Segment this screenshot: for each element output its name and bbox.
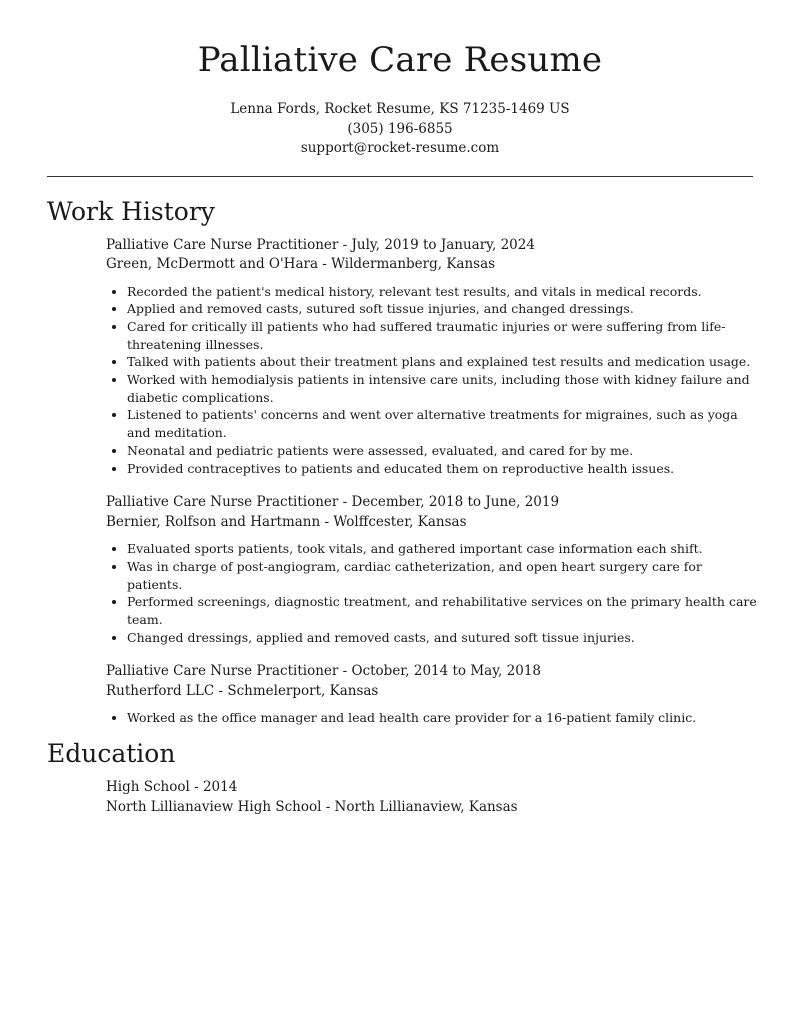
job-bullets — [106, 283, 760, 478]
contact-email: support@rocket-resume.com — [300, 140, 500, 156]
header-divider — [47, 176, 753, 177]
education-heading: Education — [47, 739, 176, 769]
job-entry — [0, 662, 800, 727]
job-bullet: • Cared for critically ill patients who had suffered traumatic injuries or were suffering from life-threatening illnesses. — [127, 318, 760, 353]
education-entry — [0, 778, 800, 817]
education-school-line: North Lillianaview High School - North Lillianaview, Kansas — [106, 798, 518, 815]
contact-address: Lenna Fords, Rocket Resume, KS 71235-1469 US — [230, 101, 570, 117]
job-bullet: • Performed screenings, diagnostic treatment, and rehabilitative services on the primary health care team. — [127, 593, 760, 628]
education-degree-line: High School - 2014 — [106, 779, 238, 796]
job-bullet: • Worked with hemodialysis patients in intensive care units, including those with kidney failure and diabetic complications. — [127, 371, 760, 406]
job-bullet: • Neonatal and pediatric patients were assessed, evaluated, and cared for by me. — [127, 442, 760, 460]
job-entry — [0, 236, 800, 478]
work-history-list — [0, 236, 800, 728]
job-bullet: • Was in charge of post-angiogram, cardiac catheterization, and open heart surgery care for patients. — [127, 558, 760, 593]
job-bullet: • Recorded the patient's medical history, relevant test results, and vitals in medical records. — [127, 283, 760, 301]
contact-phone: (305) 196-6855 — [347, 120, 453, 137]
job-bullet: • Evaluated sports patients, took vitals, and gathered important case information each shift. — [127, 540, 760, 558]
job-title-line: Palliative Care Nurse Practitioner - July, 2019 to January, 2024 — [106, 236, 535, 253]
page-title: Palliative Care Resume — [197, 40, 603, 80]
job-bullet: • Talked with patients about their treatment plans and explained test results and medication usage. — [127, 353, 760, 371]
job-bullet: • Applied and removed casts, sutured soft tissue injuries, and changed dressings. — [127, 300, 760, 318]
job-title-line: Palliative Care Nurse Practitioner - December, 2018 to June, 2019 — [106, 494, 560, 511]
job-bullets — [106, 709, 760, 727]
job-bullets — [106, 540, 760, 646]
work-history-heading: Work History — [47, 196, 215, 226]
job-bullet: • Worked as the office manager and lead health care provider for a 16-patient family clinic. — [127, 709, 760, 727]
job-company-line: Bernier, Rolfson and Hartmann - Wolffcester, Kansas — [106, 513, 467, 530]
job-company-line: Rutherford LLC - Schmelerport, Kansas — [106, 682, 379, 699]
job-bullet: • Provided contraceptives to patients and educated them on reproductive health issues. — [127, 460, 760, 478]
education-list — [0, 778, 800, 817]
job-entry — [0, 493, 800, 646]
job-bullet: • Changed dressings, applied and removed casts, and sutured soft tissue injuries. — [127, 629, 760, 647]
resume-header — [0, 0, 800, 159]
job-company-line: Green, McDermott and O'Hara - Wildermanberg, Kansas — [106, 256, 496, 272]
job-title-line: Palliative Care Nurse Practitioner - October, 2014 to May, 2018 — [106, 663, 541, 680]
job-bullet: • Listened to patients' concerns and went over alternative treatments for migraines, such as yoga and meditation. — [127, 406, 760, 441]
